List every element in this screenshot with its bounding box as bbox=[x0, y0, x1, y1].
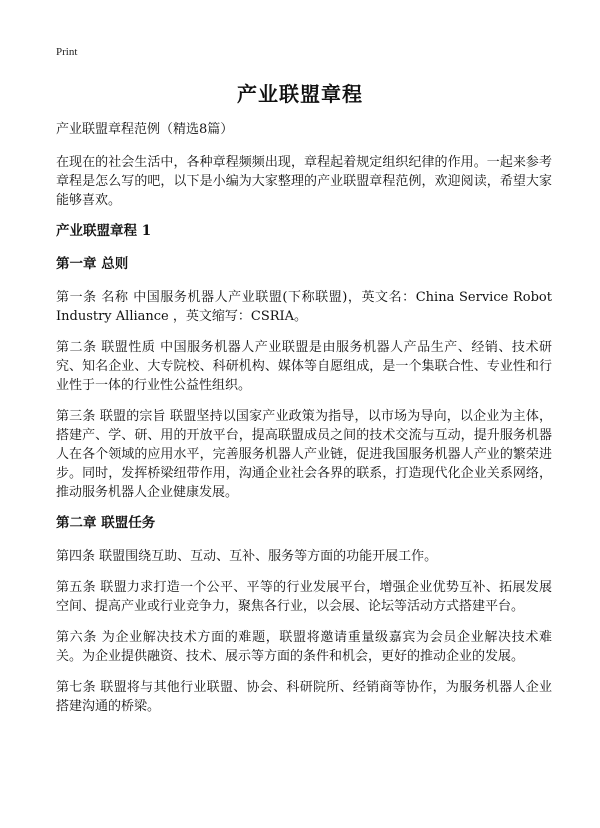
article-2: 第二条 联盟性质 中国服务机器人产业联盟是由服务机器人产品生产、经销、技术研究、知名企业、大专院校、科研机构、媒体等自愿组成，是一个集联合性、专业性和行业性于一体的行业性公益性组织。 bbox=[56, 340, 552, 393]
article-1: 第一条 名称 中国服务机器人产业联盟(下称联盟)，英文名：China Service Robot Industry Alliance ，英文缩写：CSRIA。 bbox=[56, 290, 552, 324]
article-5: 第五条 联盟力求打造一个公平、平等的行业发展平台，增强企业优势互补、拓展发展空间、提高产业或行业竞争力，聚焦各行业，以会展、论坛等活动方式搭建平台。 bbox=[56, 580, 552, 614]
page-title: 产业联盟章程 bbox=[237, 82, 363, 106]
article-7: 第七条 联盟将与其他行业联盟、协会、科研院所、经销商等协作，为服务机器人企业搭建沟通的桥梁。 bbox=[56, 680, 552, 714]
document-body bbox=[56, 120, 552, 728]
print-link[interactable]: Print bbox=[56, 46, 78, 58]
section-heading: 产业联盟章程 1 bbox=[56, 223, 152, 239]
article-3: 第三条 联盟的宗旨 联盟坚持以国家产业政策为指导，以市场为导向，以企业为主体，搭建产、学、研、用的开放平台，提高联盟成员之间的技术交流与互动，提升服务机器人在各个领域的应用水平，完善服务机器人产业链，促进我国服务机器人产业的繁荣进步。同时，发挥桥梁纽带作用，沟通企业社会各界的联系，打造现代化企业关系网络，推动服务机器人企业健康发展。 bbox=[56, 409, 552, 500]
chapter-heading: 第二章 联盟任务 bbox=[56, 515, 156, 531]
document-subtitle: 产业联盟章程范例（精选8篇） bbox=[56, 122, 234, 137]
intro-paragraph: 在现在的社会生活中，各种章程频频出现，章程起着规定组织纪律的作用。一起来参考章程是怎么写的吧，以下是小编为大家整理的产业联盟章程范例，欢迎阅读，希望大家能够喜欢。 bbox=[56, 155, 552, 208]
article-6: 第六条 为企业解决技术方面的难题，联盟将邀请重量级嘉宾为会员企业解决技术难关。为企业提供融资、技术、展示等方面的条件和机会，更好的推动企业的发展。 bbox=[56, 630, 552, 664]
chapter-heading: 第一章 总则 bbox=[56, 256, 129, 272]
article-4: 第四条 联盟围绕互助、互动、互补、服务等方面的功能开展工作。 bbox=[56, 549, 438, 564]
